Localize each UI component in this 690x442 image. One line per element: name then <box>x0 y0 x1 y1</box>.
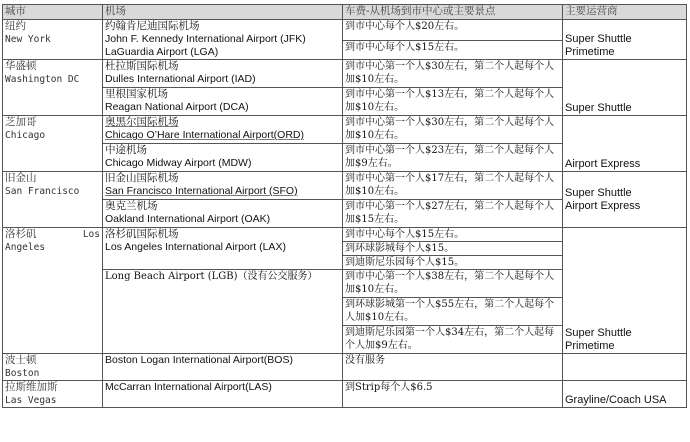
fare-cell: 到市中心第一个人$17左右，第二个人起每个人加$10左右。 <box>343 172 563 200</box>
city-cell-san-francisco <box>3 172 103 228</box>
header-city: 城市 <box>3 5 103 20</box>
airport-lga: LaGuardia Airport (LGA) <box>105 46 219 58</box>
fare-cell: 到市中心第一个人$38左右，第二个人起每个人加$10左右。 <box>343 270 563 298</box>
airport-lgb: Long Beach Airport (LGB)（没有公交服务） <box>105 271 318 282</box>
city-name-cn: 洛杉矶 <box>5 228 37 240</box>
city-name-cn: 旧金山 <box>5 172 37 184</box>
city-name-cn: 纽约 <box>5 20 26 32</box>
fare-cell: 没有服务 <box>343 354 563 381</box>
airport-cell-iad <box>103 60 343 88</box>
airport-dca: Reagan National Airport (DCA) <box>105 101 249 113</box>
airport-cell-ny <box>103 20 343 60</box>
table-row <box>3 354 687 381</box>
fare-cell: 到市中心第一个人$27左右，第二个人起每个人加$15左右。 <box>343 200 563 228</box>
fare-cell: 到迪斯尼乐园第一个人$34左右，第二个人起每个人加$9左右。 <box>343 326 563 354</box>
city-name-en: Las Vegas <box>5 395 57 406</box>
city-name-en: New York <box>5 34 51 45</box>
airport-name-cn: 中途机场 <box>105 144 147 156</box>
airport-cell-mdw <box>103 144 343 172</box>
operator-cell-sf <box>563 172 687 228</box>
operator-cell-boston <box>563 354 687 381</box>
table-row <box>3 20 687 41</box>
table-row <box>3 116 687 144</box>
city-cell-las-vegas <box>3 381 103 408</box>
table-row <box>3 228 687 242</box>
city-cell-chicago <box>3 116 103 172</box>
header-airport: 机场 <box>103 5 343 20</box>
fare-cell: 到环球影城第一个人$55左右，第二个人起每个人加$10左右。 <box>343 298 563 326</box>
fare-cell: 到市中心每个人$15左右。 <box>343 228 563 242</box>
city-name-cn: 拉斯维加斯 <box>5 381 58 393</box>
airport-las: McCarran International Airport(LAS) <box>105 381 272 393</box>
airport-cell-bos <box>103 354 343 381</box>
city-name-cn: 华盛顿 <box>5 60 37 72</box>
operator-cell-dc: Super Shuttle <box>563 60 687 116</box>
airport-jfk: John F. Kennedy International Airport (JFK) <box>105 33 306 45</box>
airport-transport-table <box>2 4 687 408</box>
airport-name-cn: 洛杉矶国际机场 <box>105 228 179 240</box>
airport-bos: Boston Logan International Airport(BOS) <box>105 354 293 366</box>
operator-name: Super Shuttle <box>565 33 632 45</box>
header-row <box>3 5 687 20</box>
airport-ord: Chicago O’Hare International Airport(ORD) <box>105 129 304 141</box>
city-name-en: San Francisco <box>5 186 80 197</box>
fare-cell: 到市中心第一个人$30左右，第二个人起每个人加$10左右。 <box>343 60 563 88</box>
fare-cell: 到市中心第一个人$13左右，第二个人起每个人加$10左右。 <box>343 88 563 116</box>
airport-name-cn: 约翰肯尼迪国际机场 <box>105 20 200 32</box>
airport-cell-dca <box>103 88 343 116</box>
city-name-cn: 波士顿 <box>5 354 37 366</box>
airport-cell-lgb <box>103 270 343 354</box>
fare-cell: 到市中心第一个人$23左右，第二个人起每个人加$9左右。 <box>343 144 563 172</box>
city-name-en-part2: Angeles <box>5 242 46 253</box>
city-name-en-part1: Los <box>82 229 100 240</box>
table-row <box>3 172 687 200</box>
city-name-en: Boston <box>5 368 40 379</box>
fare-cell: 到市中心每个人$15左右。 <box>343 40 563 60</box>
airport-name-cn: 奥克兰机场 <box>105 200 158 212</box>
operator-cell-las-vegas: Grayline/Coach USA <box>563 381 687 408</box>
city-name-en: Chicago <box>5 130 46 141</box>
airport-cell-las <box>103 381 343 408</box>
fare-cell: 到市中心第一个人$30左右，第二个人起每个人加$10左右。 <box>343 116 563 144</box>
airport-name-cn: 里根国家机场 <box>105 88 168 100</box>
header-operator: 主要运营商 <box>563 5 687 20</box>
city-cell-new-york <box>3 20 103 60</box>
airport-cell-sfo <box>103 172 343 200</box>
airport-name-cn: 旧金山国际机场 <box>105 172 179 184</box>
airport-lax: Los Angeles International Airport (LAX) <box>105 241 286 253</box>
operator-name: Primetime <box>565 46 615 58</box>
fare-cell: 到迪斯尼乐园每个人$15。 <box>343 256 563 270</box>
airport-iad: Dulles International Airport (IAD) <box>105 73 256 85</box>
operator-cell-la <box>563 228 687 354</box>
operator-cell-ny <box>563 20 687 60</box>
header-fare: 车费-从机场到市中心或主要景点 <box>343 5 563 20</box>
city-cell-washington <box>3 60 103 116</box>
city-name-en: Washington DC <box>5 74 80 85</box>
airport-cell-oak <box>103 200 343 228</box>
airport-name-cn: 杜拉斯国际机场 <box>105 60 179 72</box>
fare-cell: 到市中心每个人$20左右。 <box>343 20 563 41</box>
city-cell-boston <box>3 354 103 381</box>
fare-cell: 到环球影城每个人$15。 <box>343 242 563 256</box>
airport-oak: Oakland International Airport (OAK) <box>105 213 271 225</box>
city-cell-los-angeles <box>3 228 103 354</box>
fare-cell: 到Strip每个人$6.5 <box>343 381 563 408</box>
operator-name: Primetime <box>565 340 615 352</box>
airport-cell-ord <box>103 116 343 144</box>
airport-sfo: San Francisco International Airport (SFO) <box>105 185 298 197</box>
table-row <box>3 60 687 88</box>
operator-name: Airport Express <box>565 199 641 212</box>
airport-mdw: Chicago Midway Airport (MDW) <box>105 157 252 169</box>
table-row <box>3 381 687 408</box>
city-name-cn: 芝加哥 <box>5 116 37 128</box>
airport-cell-lax <box>103 228 343 270</box>
airport-name-cn: 奥黑尔国际机场 <box>105 116 179 128</box>
operator-name: Super Shuttle <box>565 327 632 339</box>
operator-name: Super Shuttle <box>565 186 632 199</box>
operator-cell-chicago: Airport Express <box>563 116 687 172</box>
city-name-row <box>5 228 100 241</box>
